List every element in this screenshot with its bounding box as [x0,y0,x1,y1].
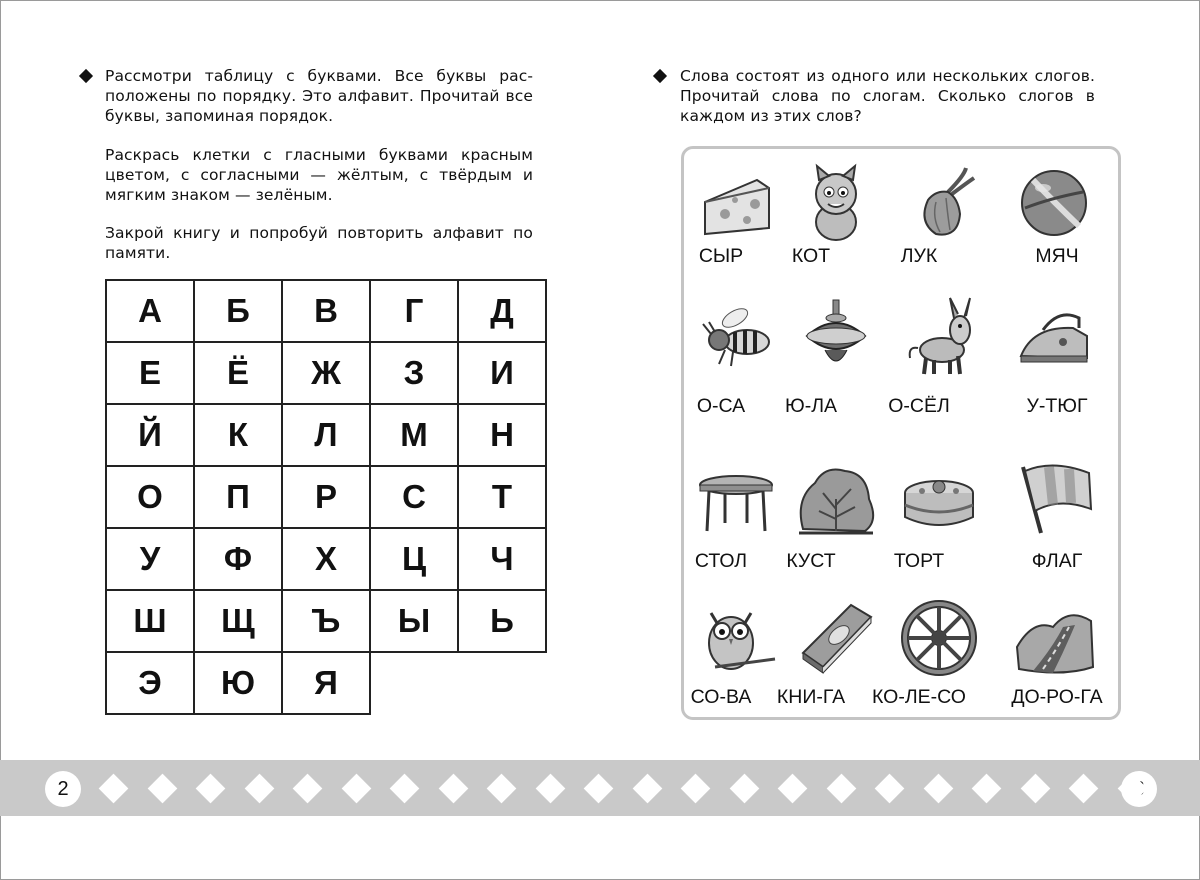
alphabet-cell: Ь [459,591,547,653]
alphabet-cell: Э [107,653,195,715]
alphabet-cell: Я [283,653,371,715]
alphabet-cell: О [107,467,195,529]
alphabet-empty-cell [371,653,459,715]
alphabet-cell: Ш [107,591,195,653]
alphabet-cell: Л [283,405,371,467]
instruction-paragraph-3: Закрой книгу и попробуй повторить алфавит по памяти. [105,224,533,262]
alphabet-cell: Ю [195,653,283,715]
bullet-diamond-right [653,69,667,83]
onion-icon [898,162,980,244]
word-label: О-СА [696,395,746,417]
word-label: ФЛАГ [1031,550,1083,572]
alphabet-cell: У [107,529,195,591]
word-label: СТОЛ [694,550,748,572]
word-label: ДО-РО-ГА [1011,686,1103,708]
alphabet-cell: Щ [195,591,283,653]
alphabet-cell: В [283,281,371,343]
ball-icon [1013,162,1095,244]
alphabet-cell: Ц [371,529,459,591]
alphabet-cell: Р [283,467,371,529]
table-icon [695,459,777,541]
alphabet-cell: Ф [195,529,283,591]
alphabet-cell: М [371,405,459,467]
alphabet-cell: Е [107,343,195,405]
alphabet-cell: Й [107,405,195,467]
alphabet-cell: Б [195,281,283,343]
word-label: КОТ [791,245,831,267]
word-label: СЫР [698,245,744,267]
cake-icon [898,459,980,541]
alphabet-cell: А [107,281,195,343]
word-label: КНИ-ГА [776,686,846,708]
alphabet-cell: П [195,467,283,529]
alphabet-table [105,279,547,715]
alphabet-cell: С [371,467,459,529]
cat-icon [795,162,877,244]
alphabet-cell: Г [371,281,459,343]
syllables-instruction: Слова состоят из одного или нескольких слогов. Прочитай слова по слогам. Сколько слогов в каждом из этих слов? [680,67,1095,125]
road-icon [1013,597,1095,679]
wasp-icon [695,296,777,378]
iron-icon [1013,296,1095,378]
alphabet-cell: И [459,343,547,405]
page-number-left: 2 [45,771,81,807]
alphabet-cell: Ё [195,343,283,405]
alphabet-cell: Н [459,405,547,467]
word-label: Ю-ЛА [785,395,837,417]
word-label: КУСТ [786,550,836,572]
alphabet-empty-cell [459,653,547,715]
donkey-icon [898,296,980,378]
alphabet-cell: Т [459,467,547,529]
flag-icon [1013,459,1095,541]
wheel-icon [898,597,980,679]
word-label: У-ТЮГ [1026,395,1088,417]
cheese-icon [695,162,777,244]
alphabet-cell: Ж [283,343,371,405]
alphabet-cell: Х [283,529,371,591]
bush-icon [795,459,877,541]
alphabet-cell: К [195,405,283,467]
word-label: КО-ЛЕ-СО [872,686,966,708]
owl-icon [695,597,777,679]
word-label: ЛУК [900,245,938,267]
instruction-paragraph-1: Рассмотри таблицу с буквами. Все буквы расположены по порядку. Это алфавит. Прочитай все буквы, запоминая порядок. [105,67,533,125]
book-icon [795,597,877,679]
alphabet-cell: Ы [371,591,459,653]
instruction-paragraph-2: Раскрась клетки с гласными буквами красным цветом, с согласными — жёлтым, с твёрдым и мягким знаком — зелёным. [105,146,533,204]
spinning-top-icon [795,296,877,378]
alphabet-cell: Ъ [283,591,371,653]
word-label: ТОРТ [893,550,945,572]
word-label: СО-ВА [690,686,752,708]
word-label: О-СЁЛ [888,395,950,417]
bullet-diamond-left [79,69,93,83]
word-label: МЯЧ [1035,245,1079,267]
alphabet-cell: Ч [459,529,547,591]
alphabet-cell: З [371,343,459,405]
alphabet-cell: Д [459,281,547,343]
